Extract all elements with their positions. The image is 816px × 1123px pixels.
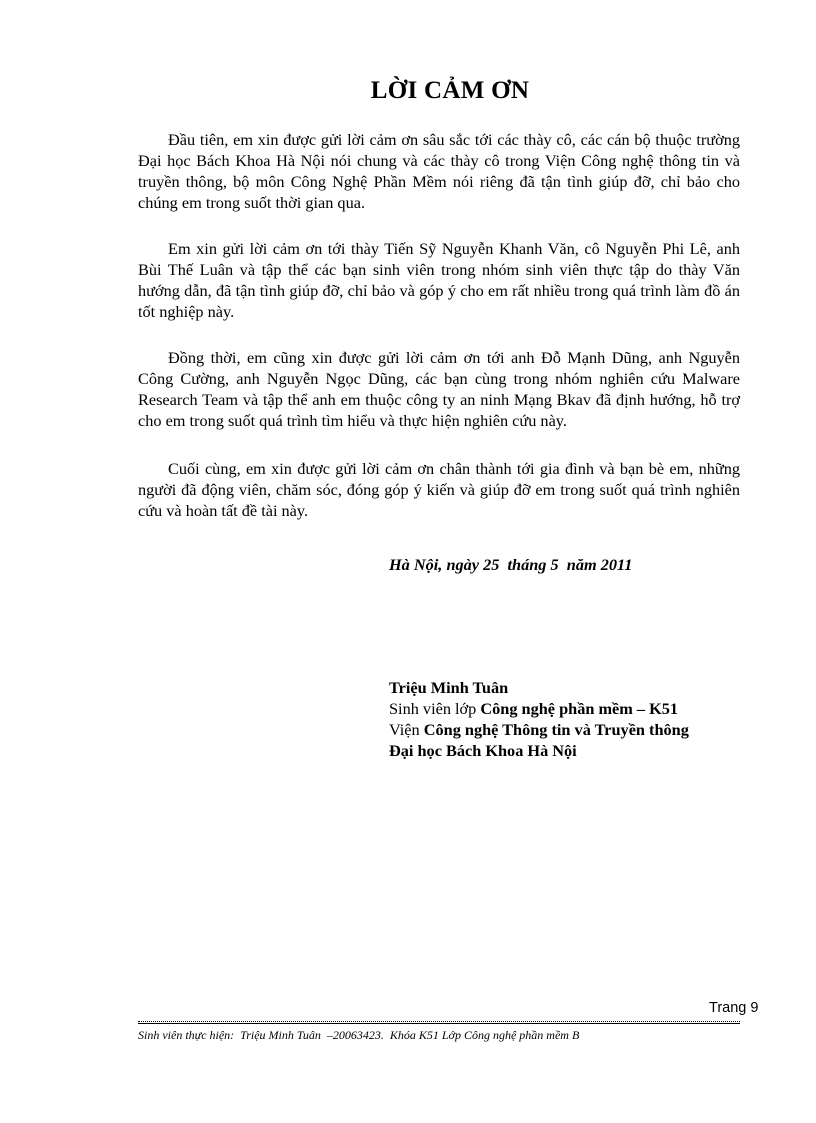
author-institute-name: Công nghệ Thông tin và Truyền thông [423,720,689,739]
paragraph-family: Cuối cùng, em xin được gửi lời cảm ơn chân thành tới gia đình và bạn bè em, những người đã động viên, chăm sóc, đóng góp ý kiến và giúp đỡ em trong suốt quá trình nghiên cứu và hoàn tất đề tài này. [138,459,740,520]
footer-divider-dotted [138,1021,740,1022]
page-title: LỜI CẢM ƠN [370,77,530,104]
author-institute-prefix: Viện [389,720,424,739]
author-name: Triệu Minh Tuân [389,678,509,697]
author-university: Đại học Bách Khoa Hà Nội [389,741,577,760]
page-number: Trang 9 [709,1000,759,1016]
author-class [389,698,689,719]
signature-block [389,677,689,761]
footer-text: Sinh viên thực hiện: Triệu Minh Tuân –20063423. Khóa K51 Lớp Công nghệ phần mềm B [138,1028,580,1042]
paragraph-research-team: Đồng thời, em cũng xin được gửi lời cảm ơn tới anh Đỗ Mạnh Dũng, anh Nguyễn Công Cường, anh Nguyễn Ngọc Dũng, các bạn cùng trong nhóm nghiên cứu Malware Research Team và tập thể anh em thuộc công ty an ninh Mạng Bkav đã định hướng, hỗ trợ cho em trong suốt quá trình tìm hiểu và thực hiện nghiên cứu này. [138,348,740,430]
footer-divider [138,1023,740,1024]
paragraph-advisors: Em xin gửi lời cảm ơn tới thày Tiến Sỹ Nguyễn Khanh Văn, cô Nguyễn Phi Lê, anh Bùi Thế Luân và tập thể các bạn sinh viên trong nhóm sinh viên thực tập do thày Văn hướng dẫn, đã tận tình giúp đỡ, chỉ bảo và góp ý cho em rất nhiều trong quá trình làm đồ án tốt nghiệp này. [138,239,740,321]
paragraph-introduction: Đầu tiên, em xin được gửi lời cảm ơn sâu sắc tới các thày cô, các cán bộ thuộc trường Đại học Bách Khoa Hà Nội nói chung và các thày cô trong Viện Công nghệ thông tin và truyền thông, bộ môn Công Nghệ Phần Mềm nói riêng đã tận tình giúp đỡ, chỉ bảo cho chúng em trong suốt thời gian qua. [138,130,740,212]
author-class-name: Công nghệ phần mềm – K51 [480,699,679,718]
author-institute [389,719,689,740]
author-class-prefix: Sinh viên lớp [389,699,481,718]
date-line: Hà Nội, ngày 25 tháng 5 năm 2011 [389,555,633,574]
